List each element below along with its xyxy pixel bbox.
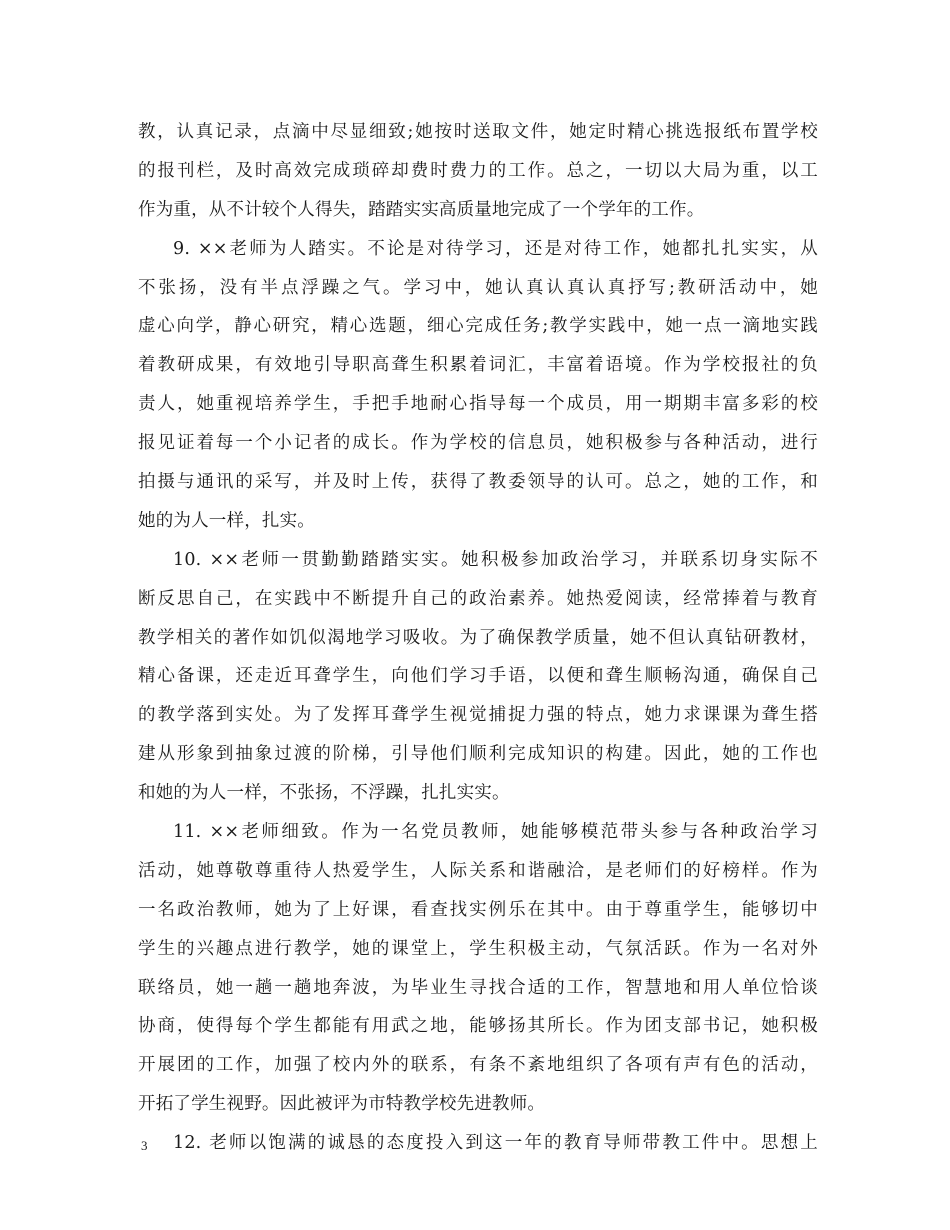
text-line: 不张扬，没有半点浮躁之气。学习中，她认真认真认真抒写;教研活动中，她 — [138, 277, 818, 298]
body-text — [138, 113, 818, 1163]
text-line: 协商，使得每个学生都能有用武之地，能够扬其所长。作为团支部书记，她积极 — [138, 1016, 818, 1037]
text-line: 责人，她重视培养学生，手把手地耐心指导每一个成员，用一期期丰富多彩的校 — [138, 394, 818, 415]
text-line: 和她的为人一样，不张扬，不浮躁，扎扎实实。 — [138, 783, 510, 804]
text-line: 拍摄与通讯的采写，并及时上传，获得了教委领导的认可。总之，她的工作，和 — [138, 472, 818, 493]
paragraph-12-start: 12. 老师以饱满的诚恳的态度投入到这一年的教育导师带教工件中。思想上 — [173, 1133, 818, 1154]
text-line: 着教研成果，有效地引导职高聋生积累着词汇，丰富着语境。作为学校报社的负 — [138, 355, 818, 376]
paragraph-10-start: 10. ××老师一贯勤勤踏踏实实。她积极参加政治学习，并联系切身实际不 — [173, 549, 818, 570]
text-line: 开拓了学生视野。因此被评为市特教学校先进教师。 — [138, 1094, 546, 1115]
text-line: 一名政治教师，她为了上好课，看查找实例乐在其中。由于尊重学生，能够切中 — [138, 899, 818, 920]
text-line: 开展团的工作，加强了校内外的联系，有条不紊地组织了各项有声有色的活动， — [138, 1055, 818, 1076]
text-line: 联络员，她一趟一趟地奔波，为毕业生寻找合适的工作，智慧地和用人单位恰谈 — [138, 977, 818, 998]
text-line: 教，认真记录，点滴中尽显细致;她按时送取文件，她定时精心挑选报纸布置学校 — [138, 122, 818, 142]
paragraph-11-start: 11. ××老师细致。作为一名党员教师，她能够模范带头参与各种政治学习 — [173, 822, 818, 843]
text-line: 的教学落到实处。为了发挥耳聋学生视觉捕捉力强的特点，她力求课课为聋生搭 — [138, 705, 818, 726]
page-number: 3 — [141, 1138, 148, 1153]
text-line: 虚心向学，静心研究，精心选题，细心完成任务;教学实践中，她一点一滴地实践 — [138, 316, 818, 337]
text-line: 教学相关的著作如饥似渴地学习吸收。为了确保教学质量，她不但认真钻研教材， — [138, 627, 818, 648]
text-line: 断反思自己，在实践中不断提升自己的政治素养。她热爱阅读，经常捧着与教育 — [138, 588, 818, 609]
text-line: 学生的兴趣点进行教学，她的课堂上，学生积极主动，气氛活跃。作为一名对外 — [138, 938, 818, 959]
text-line: 报见证着每一个小记者的成长。作为学校的信息员，她积极参与各种活动，进行 — [138, 433, 818, 454]
text-line: 她的为人一样，扎实。 — [138, 510, 315, 531]
text-line: 作为重，从不计较个人得失，踏踏实实高质量地完成了一个学年的工作。 — [138, 199, 705, 220]
text-line: 活动，她尊敬尊重待人热爱学生，人际关系和谐融洽，是老师们的好榜样。作为 — [138, 860, 818, 881]
text-line: 的报刊栏，及时高效完成琐碎却费时费力的工作。总之，一切以大局为重，以工 — [138, 160, 818, 181]
text-line: 建从形象到抽象过渡的阶梯，引导他们顺利完成知识的构建。因此，她的工作也 — [138, 744, 818, 765]
text-line: 精心备课，还走近耳聋学生，向他们学习手语，以便和聋生顺畅沟通，确保自己 — [138, 666, 818, 687]
paragraph-9-start: 9. ××老师为人踏实。不论是对待学习，还是对待工作，她都扎扎实实，从 — [173, 238, 818, 259]
